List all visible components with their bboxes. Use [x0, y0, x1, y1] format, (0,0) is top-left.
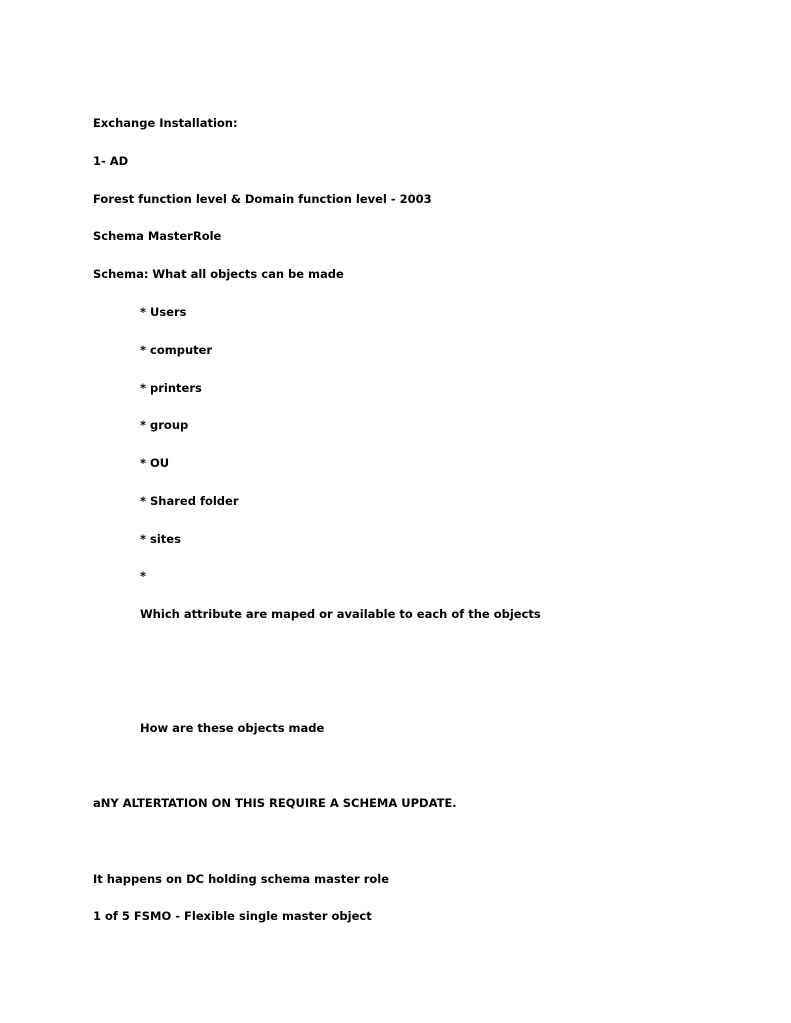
dc-note: It happens on DC holding schema master role	[93, 872, 390, 886]
schema-intro-line: Schema: What all objects can be made	[93, 267, 344, 281]
object-list-item: * sites	[140, 532, 181, 546]
object-list-item: * Shared folder	[140, 494, 239, 508]
document-heading: Exchange Installation:	[93, 116, 238, 130]
attribute-question: Which attribute are maped or available to each of the objects	[140, 607, 541, 621]
function-level-line: Forest function level & Domain function level - 2003	[93, 192, 432, 206]
schema-role-line: Schema MasterRole	[93, 229, 222, 243]
object-list-item: * Users	[140, 305, 187, 319]
object-list-item: *	[140, 569, 147, 583]
object-list-item: * computer	[140, 343, 213, 357]
alteration-note: aNY ALTERTATION ON THIS REQUIRE A SCHEMA UPDATE.	[93, 796, 457, 810]
object-list-item: * printers	[140, 381, 202, 395]
fsmo-note: 1 of 5 FSMO - Flexible single master object	[93, 909, 372, 923]
section-title: 1- AD	[93, 154, 129, 168]
object-list-item: * group	[140, 418, 189, 432]
object-list-item: * OU	[140, 456, 170, 470]
made-question: How are these objects made	[140, 721, 325, 735]
